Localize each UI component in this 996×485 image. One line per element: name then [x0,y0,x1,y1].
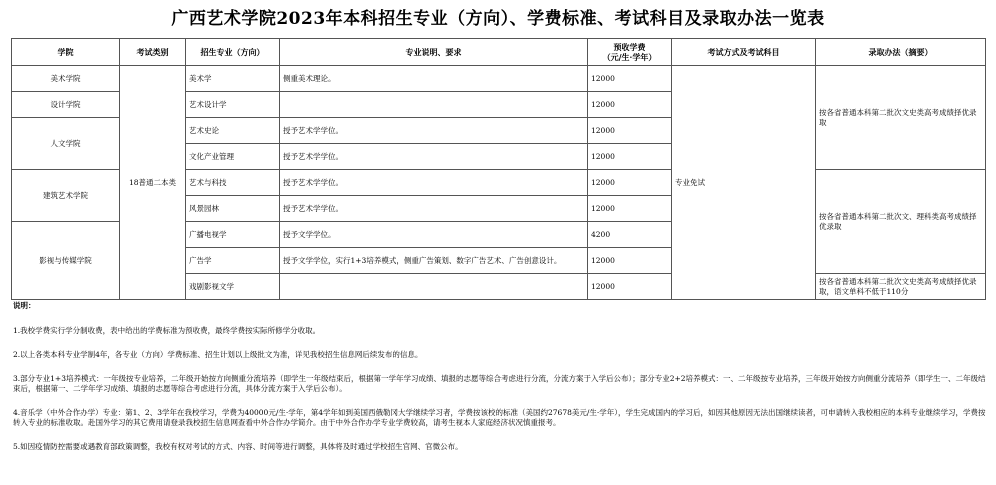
table-row [12,66,986,92]
major-cell: 艺术与科技 [186,170,280,196]
header-college: 学院 [12,39,120,66]
exam-method-cell: 专业免试 [672,66,816,300]
admission-table [11,38,986,300]
header-major: 招生专业（方向） [186,39,280,66]
header-fee [588,39,672,66]
header-exam-subject: 考试方式及考试科目 [672,39,816,66]
major-cell: 文化产业管理 [186,144,280,170]
fee-cell: 12000 [588,144,672,170]
fee-cell: 12000 [588,118,672,144]
fee-cell: 12000 [588,170,672,196]
desc-cell: 授予艺术学学位。 [280,144,588,170]
desc-cell: 侧重美术理论。 [280,66,588,92]
college-cell: 影视与传媒学院 [12,222,120,300]
major-cell: 艺术史论 [186,118,280,144]
fee-cell: 4200 [588,222,672,248]
desc-cell: 授予艺术学学位。 [280,196,588,222]
desc-cell: 授予文学学位。 [280,222,588,248]
notes-section [13,301,988,452]
note-item: 4.音乐学（中外合作办学）专业：第1、2、3学年在我校学习，学费为40000元/生·学年，第4学年如到美国西俄勒冈大学继续学习者，学费按该校的标准（美国约27678美元/生·学年），学生完成国内的学习后，如因其他原因无法出国继续读者，可申请转入我校相应的本科专业继续学习，学费按转入专业的标准收取。赴国外学习的其它费用请登录我校招生信息网查看中外合作办学简介。由于中外合作办学专业学费较高，请考生视本人家庭经济状况慎重报考。 [13,408,986,427]
major-cell: 广播电视学 [186,222,280,248]
major-cell: 艺术设计学 [186,92,280,118]
header-desc: 专业说明、要求 [280,39,588,66]
college-cell: 建筑艺术学院 [12,170,120,222]
table-header-row [12,39,986,66]
college-cell: 美术学院 [12,66,120,92]
exam-type-cell: 18普通二本类 [120,66,186,300]
major-cell: 广告学 [186,248,280,274]
admission-cell: 按各省普通本科第二批次文、理科类高考成绩择优录取 [816,170,986,274]
header-fee-line1: 预收学费 [613,42,646,52]
header-exam-type: 考试类别 [120,39,186,66]
desc-cell [280,92,588,118]
header-fee-line2: （元/生·学年） [602,52,657,62]
notes-heading: 说明： [13,301,36,310]
major-cell: 戏剧影视文学 [186,274,280,300]
fee-cell: 12000 [588,66,672,92]
note-item: 3.部分专业1+3培养模式：一年级按专业培养，二年级开始按方向侧重分流培养（即学生一年级结束后，根据第一学年学习成绩、填报的志愿等综合考虑进行分流，分流方案于入学后公布）；部分专业2+2培养模式：一、二年级按专业培养，三年级开始按方向侧重分流培养（即学生一、二年级结束后，根据第一、二学年学习成绩、填报的志愿等综合考虑进行分流，具体分流方案于入学后公布）。 [13,374,986,393]
desc-cell [280,274,588,300]
note-item: 2.以上各类本科专业学制4年，各专业（方向）学费标准、招生计划以上级批文为准，详见我校招生信息网后续发布的信息。 [13,350,423,359]
fee-cell: 12000 [588,92,672,118]
header-admission: 录取办法（摘要） [816,39,986,66]
desc-cell: 授予艺术学学位。 [280,170,588,196]
major-cell: 风景园林 [186,196,280,222]
desc-cell: 授予艺术学学位。 [280,118,588,144]
note-item: 1.我校学费实行学分制收费，表中给出的学费标准为预收费，最终学费按实际所修学分收取。 [13,326,321,335]
major-cell: 美术学 [186,66,280,92]
college-cell: 人文学院 [12,118,120,170]
fee-cell: 12000 [588,196,672,222]
page-title: 广西艺术学院2023年本科招生专业（方向）、学费标准、考试科目及录取办法一览表 [171,9,825,29]
admission-cell: 按各省普通本科第二批次文史类高考成绩择优录取 [816,66,986,170]
fee-cell: 12000 [588,248,672,274]
admission-cell: 按各省普通本科第二批次文史类高考成绩择优录取，语文单科不低于110分 [816,274,986,300]
desc-cell: 授予文学学位，实行1+3培养模式，侧重广告策划、数字广告艺术、广告创意设计。 [280,248,588,274]
college-cell: 设计学院 [12,92,120,118]
note-item: 5.如因疫情防控需要或遇教育部政策调整，我校有权对考试的方式、内容、时间等进行调整，具体将及时通过学校招生官网、官微公布。 [13,442,463,451]
fee-cell: 12000 [588,274,672,300]
